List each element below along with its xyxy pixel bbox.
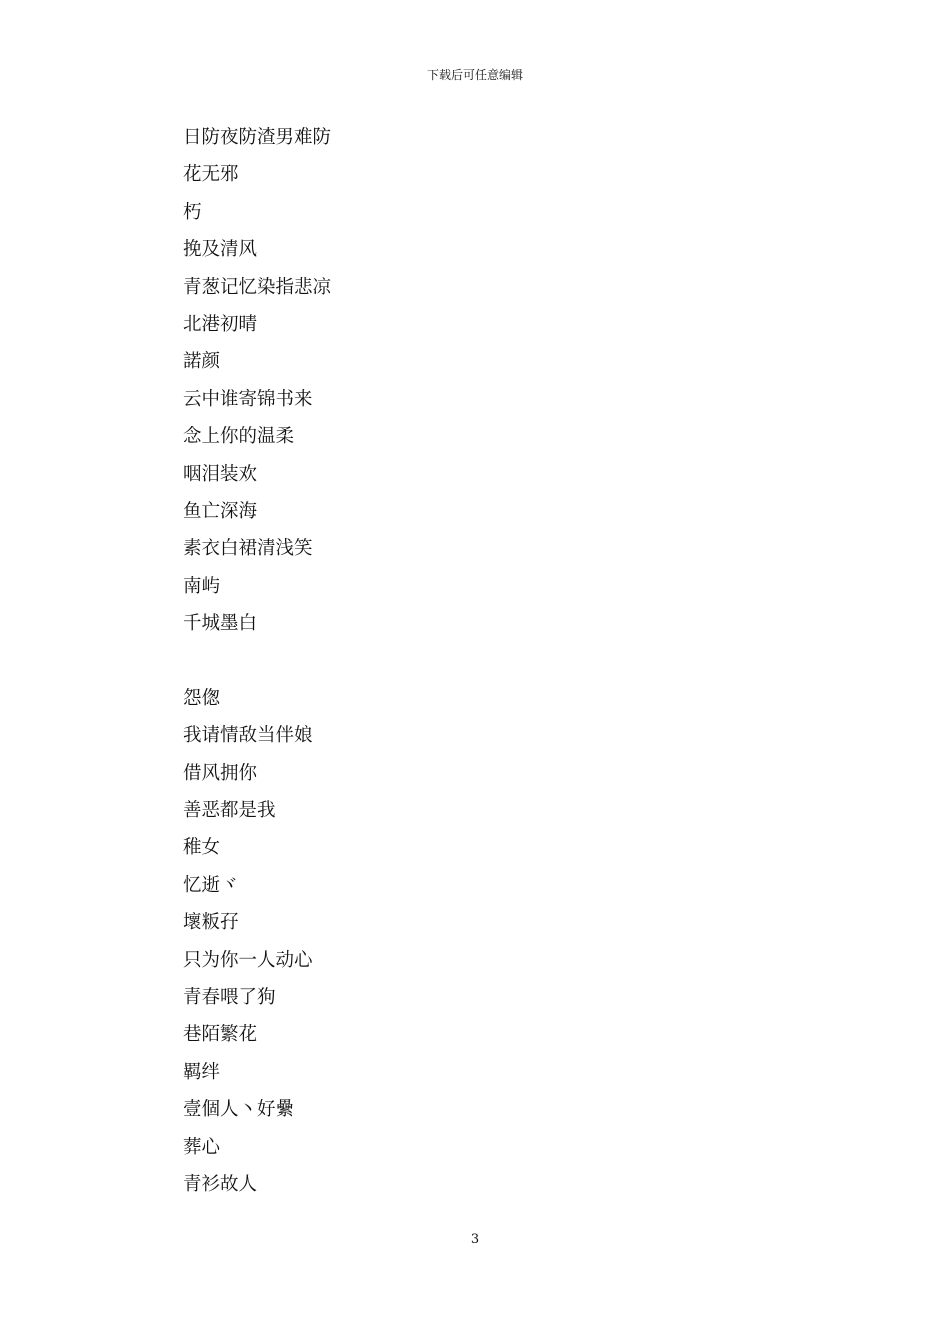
text-line: 巷陌繁花	[183, 1024, 258, 1046]
text-line: 葬心	[183, 1136, 221, 1158]
text-line: 念上你的温柔	[183, 426, 295, 448]
text-line: 怨偬	[183, 687, 221, 709]
text-line: 青春喂了狗	[183, 986, 276, 1008]
text-line: 云中谁寄锦书来	[183, 388, 313, 410]
text-line: 壞粄孖	[183, 912, 239, 934]
text-line: 挽及清风	[183, 239, 258, 261]
text-line: 稚女	[183, 837, 221, 859]
text-line: 北港初晴	[183, 313, 258, 335]
text-line: 千城墨白	[183, 613, 258, 635]
text-line: 羁绊	[183, 1061, 221, 1083]
text-line: 花无邪	[183, 164, 239, 186]
text-line: 鱼亡深海	[183, 500, 258, 522]
text-line: 青葱记忆染指悲凉	[183, 276, 332, 298]
text-line: 借风拥你	[183, 762, 258, 784]
text-line: 素衣白裙清浅笑	[183, 538, 313, 560]
text-line: 諾颜	[183, 351, 221, 373]
text-line: 我请情敌当伴娘	[183, 725, 313, 747]
text-line: 南屿	[183, 575, 221, 597]
blank-line	[183, 647, 331, 684]
text-line: 咽泪装欢	[183, 463, 258, 485]
text-line-list	[183, 124, 331, 1208]
page-header: 下载后可任意编辑	[426, 68, 523, 82]
text-line: 壹個人丶好纍	[183, 1099, 295, 1121]
text-line: 青衫故人	[183, 1173, 258, 1195]
text-line: 善恶都是我	[183, 800, 276, 822]
text-line: 忆逝ヾ	[183, 874, 239, 896]
page-number: 3	[470, 1232, 480, 1247]
text-line: 朽	[183, 201, 202, 223]
text-line: 日防夜防渣男难防	[183, 127, 332, 148]
text-line: 只为你一人动心	[183, 949, 313, 971]
